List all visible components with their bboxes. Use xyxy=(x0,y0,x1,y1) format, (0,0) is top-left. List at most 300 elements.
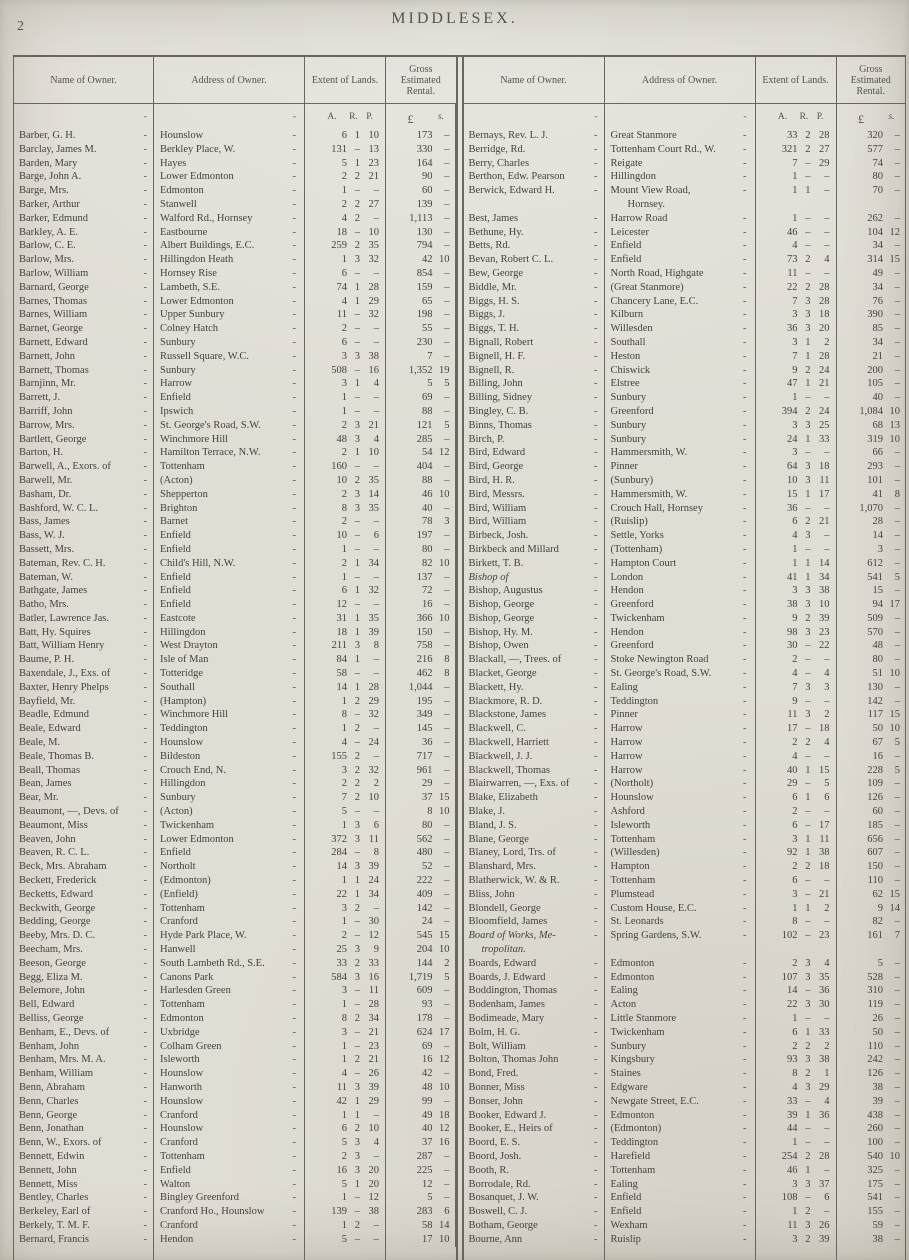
owner-name-cell: Barge, Mrs. - xyxy=(13,184,154,198)
rental-cell: 80 – xyxy=(386,819,456,833)
rental-cell: 80 – xyxy=(386,543,456,557)
owner-name-cell: Benn, Jonathan - xyxy=(13,1122,154,1136)
extent-of-lands-cell: 372 3 11 xyxy=(305,833,386,847)
rental-cell: 46 10 xyxy=(386,488,456,502)
rental-cell: 325 – xyxy=(837,1164,907,1178)
extent-of-lands-cell: 36 – – xyxy=(756,502,837,516)
table-row xyxy=(464,377,907,391)
page-number: 2 xyxy=(17,19,24,34)
owner-name-cell: Berridge, Rd. - xyxy=(464,143,605,157)
owner-name-cell: Belliss, George - xyxy=(13,1012,154,1026)
rental-cell: 283 6 xyxy=(386,1205,456,1219)
table-row xyxy=(464,571,907,585)
extent-of-lands-cell: 48 3 4 xyxy=(305,433,386,447)
table-row xyxy=(464,1205,907,1219)
table-row xyxy=(13,1178,456,1192)
owner-address-cell: Eastbourne - xyxy=(154,226,305,240)
owner-address-cell: Harlesden Green - xyxy=(154,984,305,998)
extent-of-lands-cell: 10 2 35 xyxy=(305,474,386,488)
perches-label: P. xyxy=(366,112,373,122)
table-filler xyxy=(464,1247,907,1260)
owner-address-cell: Edmonton - xyxy=(154,1012,305,1026)
rental-cell: 287 – xyxy=(386,1150,456,1164)
owner-address-cell: Colham Green - xyxy=(154,1040,305,1054)
table-row xyxy=(464,239,907,253)
extent-of-lands-cell: 9 – – xyxy=(756,695,837,709)
rental-cell: 9 14 xyxy=(837,902,907,916)
column-header-name: Name of Owner. xyxy=(13,57,154,103)
extent-of-lands-cell: 1 1 24 xyxy=(305,874,386,888)
column-header-address: Address of Owner. xyxy=(154,57,305,103)
owner-address-cell: Hillingdon Heath - xyxy=(154,253,305,267)
table-row xyxy=(464,391,907,405)
owner-address-cell: Winchmore Hill - xyxy=(154,708,305,722)
rental-cell: 624 17 xyxy=(386,1026,456,1040)
owner-name-cell: Barker, Edmund - xyxy=(13,212,154,226)
owner-name-cell: Barnard, George - xyxy=(13,281,154,295)
column-header-extent: Extent of Lands. xyxy=(756,57,837,103)
owner-address-cell: (Edmonton) - xyxy=(154,874,305,888)
rental-cell: 49 – xyxy=(837,267,907,281)
table-row xyxy=(464,791,907,805)
owner-name-cell: Bethune, Hy. - xyxy=(464,226,605,240)
rental-cell: 42 10 xyxy=(386,253,456,267)
extent-of-lands-cell: 4 – 4 xyxy=(756,667,837,681)
table-row xyxy=(464,364,907,378)
rental-cell: 99 – xyxy=(386,1095,456,1109)
owner-name-cell: Bean, James - xyxy=(13,777,154,791)
owner-name-cell: Bosanquet, J. W. - xyxy=(464,1191,605,1205)
rental-cell: 260 – xyxy=(837,1122,907,1136)
rental-cell: 126 – xyxy=(837,1067,907,1081)
owner-address-cell: Enfield - xyxy=(154,846,305,860)
rental-cell: 293 – xyxy=(837,460,907,474)
rental-cell: 178 – xyxy=(386,1012,456,1026)
table-row xyxy=(13,819,456,833)
acres-label: A. xyxy=(327,112,337,122)
table-row xyxy=(13,805,456,819)
owner-name-cell: Boards, J. Edward - xyxy=(464,971,605,985)
owner-address-cell: Crouch Hall, Hornsey - xyxy=(605,502,756,516)
owner-address-cell: Cranford - xyxy=(154,1219,305,1233)
owner-name-cell: Barnett, Thomas - xyxy=(13,364,154,378)
rental-cell: 69 – xyxy=(386,1040,456,1054)
table-row xyxy=(464,708,907,722)
extent-of-lands-cell: 31 1 35 xyxy=(305,612,386,626)
table-row xyxy=(13,488,456,502)
rental-cell: 175 – xyxy=(837,1178,907,1192)
owner-name-cell: Blackmore, R. D. - xyxy=(464,695,605,709)
extent-of-lands-cell: 30 – 22 xyxy=(756,639,837,653)
owner-name-cell: Bignall, Robert - xyxy=(464,336,605,350)
owner-address-cell: Crouch End, N. - xyxy=(154,764,305,778)
owner-name-cell: Blairwarren, —, Exs. of - xyxy=(464,777,605,791)
table-row xyxy=(13,1012,456,1026)
rental-cell: 82 – xyxy=(837,915,907,929)
owner-name-cell: Begg, Eliza M. - xyxy=(13,971,154,985)
table-row xyxy=(464,874,907,888)
extent-of-lands-cell: 211 3 8 xyxy=(305,639,386,653)
rental-cell: 54 12 xyxy=(386,446,456,460)
owner-name-cell: Bayfield, Mr. - xyxy=(13,695,154,709)
table-row xyxy=(13,681,456,695)
owner-address-cell: Eastcote - xyxy=(154,612,305,626)
owner-address-cell: Southall - xyxy=(605,336,756,350)
extent-of-lands-cell: 2 2 2 xyxy=(756,1040,837,1054)
subheader-arp xyxy=(756,104,837,129)
owner-address-cell: Bingley Greenford - xyxy=(154,1191,305,1205)
table-row xyxy=(13,888,456,902)
owner-address-cell: Sunbury - xyxy=(154,791,305,805)
extent-of-lands-cell: 33 2 33 xyxy=(305,957,386,971)
table-row xyxy=(464,405,907,419)
owner-name-cell: Beaumont, —, Devs. of - xyxy=(13,805,154,819)
owner-address-cell: St. Leonards - xyxy=(605,915,756,929)
owner-name-cell: Boord, E. S. - xyxy=(464,1136,605,1150)
rental-cell: 545 15 xyxy=(386,929,456,943)
rental-cell: 961 – xyxy=(386,764,456,778)
extent-of-lands-cell: 11 3 39 xyxy=(305,1081,386,1095)
owner-address-cell: Tottenham Court Rd., W. - xyxy=(605,143,756,157)
table-row xyxy=(13,957,456,971)
owner-name-cell: Borrodale, Rd. - xyxy=(464,1178,605,1192)
table-row xyxy=(13,1109,456,1123)
rental-cell: 310 – xyxy=(837,984,907,998)
owner-address-cell: Russell Square, W.C. - xyxy=(154,350,305,364)
owner-name-cell: Blackett, Hy. - xyxy=(464,681,605,695)
extent-of-lands-cell: 33 – 4 xyxy=(756,1095,837,1109)
owner-name-cell: Booker, Edward J. - xyxy=(464,1109,605,1123)
owner-address-cell: (Acton) - xyxy=(154,474,305,488)
owner-name-cell: Biddle, Mr. - xyxy=(464,281,605,295)
rental-cell: 314 15 xyxy=(837,253,907,267)
table-row xyxy=(464,529,907,543)
extent-of-lands-cell: 5 – – xyxy=(305,1233,386,1247)
owner-name-cell: Bishop, George - xyxy=(464,598,605,612)
filler-cell xyxy=(464,1247,605,1260)
owner-name-cell: Blake, Elizabeth - xyxy=(464,791,605,805)
table-row xyxy=(464,460,907,474)
table-row xyxy=(464,1233,907,1247)
owner-name-cell: Beeby, Mrs. D. C. - xyxy=(13,929,154,943)
rental-cell: 528 – xyxy=(837,971,907,985)
table-row xyxy=(13,1067,456,1081)
extent-of-lands-cell: 2 2 18 xyxy=(756,860,837,874)
owner-address-cell: Plumstead - xyxy=(605,888,756,902)
table-row xyxy=(13,143,456,157)
extent-of-lands-cell: 108 – 6 xyxy=(756,1191,837,1205)
owner-address-cell: Hendon - xyxy=(605,626,756,640)
extent-of-lands-cell: 24 1 33 xyxy=(756,433,837,447)
extent-of-lands-cell: 3 2 32 xyxy=(305,764,386,778)
rental-cell: 105 – xyxy=(837,377,907,391)
table-row xyxy=(464,515,907,529)
owner-address-cell: Canons Park - xyxy=(154,971,305,985)
owner-name-cell: Beck, Mrs. Abraham - xyxy=(13,860,154,874)
table-row xyxy=(13,1053,456,1067)
filler-cell xyxy=(305,1247,386,1260)
table-row xyxy=(13,1081,456,1095)
owner-name-cell: Bolt, William - xyxy=(464,1040,605,1054)
owner-address-cell: (Tottenham) - xyxy=(605,543,756,557)
owner-name-cell: Bourne, Ann - xyxy=(464,1233,605,1247)
rental-cell: 130 – xyxy=(386,226,456,240)
pounds-label: £ xyxy=(858,112,864,126)
extent-of-lands-cell: 1 1 14 xyxy=(756,557,837,571)
table-row xyxy=(464,129,907,143)
table-row xyxy=(464,1164,907,1178)
owner-name-cell: Best, James - xyxy=(464,212,605,226)
owner-name-cell: Bolm, H. G. - xyxy=(464,1026,605,1040)
owner-address-cell: Tottenham - xyxy=(154,998,305,1012)
owner-name-cell: Beckett, Frederick - xyxy=(13,874,154,888)
owner-address-cell: Acton - xyxy=(605,998,756,1012)
owner-address-cell: Barnet - xyxy=(154,515,305,529)
table-row xyxy=(13,1191,456,1205)
table-row xyxy=(13,1164,456,1178)
table-row xyxy=(13,446,456,460)
column-header-rental: Gross Estimated Rental. xyxy=(400,63,441,97)
rental-cell: 48 10 xyxy=(386,1081,456,1095)
extent-of-lands-cell: 4 – 26 xyxy=(305,1067,386,1081)
owner-name-cell: Benham, Mrs. M. A. - xyxy=(13,1053,154,1067)
extent-of-lands-cell: 1 3 6 xyxy=(305,819,386,833)
owner-address-cell: (Edmonton) - xyxy=(605,1122,756,1136)
owner-name-cell: Bodenham, James - xyxy=(464,998,605,1012)
extent-of-lands-cell: 11 – 32 xyxy=(305,308,386,322)
table-header-right xyxy=(464,57,907,104)
rental-cell: 85 – xyxy=(837,322,907,336)
rental-cell: 26 – xyxy=(837,1012,907,1026)
owner-name-cell: Blondell, George - xyxy=(464,902,605,916)
owner-name-cell: Blake, J. - xyxy=(464,805,605,819)
extent-of-lands-cell: 7 3 3 xyxy=(756,681,837,695)
extent-of-lands-cell: 107 3 35 xyxy=(756,971,837,985)
table-row xyxy=(13,1095,456,1109)
owner-name-cell: Barnes, William - xyxy=(13,308,154,322)
owner-address-cell: Greenford - xyxy=(605,405,756,419)
owner-address-cell: Enfield - xyxy=(154,1164,305,1178)
owner-name-cell: Beaven, John - xyxy=(13,833,154,847)
table-row xyxy=(464,557,907,571)
rental-cell: 38 – xyxy=(837,1081,907,1095)
table-header-left xyxy=(13,57,456,104)
rental-cell: 80 – xyxy=(837,170,907,184)
table-row xyxy=(13,929,456,943)
rental-cell: 40 12 xyxy=(386,1122,456,1136)
rental-cell: 80 – xyxy=(837,653,907,667)
table-row xyxy=(464,805,907,819)
rental-cell: 1,352 19 xyxy=(386,364,456,378)
table-row xyxy=(464,1150,907,1164)
rental-cell: 225 – xyxy=(386,1164,456,1178)
table-row xyxy=(464,1109,907,1123)
extent-of-lands-cell: 6 1 10 xyxy=(305,129,386,143)
rental-cell: 5 – xyxy=(837,957,907,971)
owner-address-cell: Upper Sunbury - xyxy=(154,308,305,322)
table-row xyxy=(464,474,907,488)
rental-cell: 12 – xyxy=(386,1178,456,1192)
extent-of-lands-cell: 259 2 35 xyxy=(305,239,386,253)
owner-name-cell: Boord, Josh. - xyxy=(464,1150,605,1164)
table-row xyxy=(464,1081,907,1095)
table-row xyxy=(13,943,456,957)
table-row xyxy=(13,336,456,350)
owner-address-cell: Harrow Road - xyxy=(605,212,756,226)
center-double-rule xyxy=(456,57,464,1260)
extent-of-lands-cell: 2 3 4 xyxy=(756,957,837,971)
extent-of-lands-cell: 10 – 6 xyxy=(305,529,386,543)
table-body-right xyxy=(464,129,907,1260)
extent-of-lands-cell: 98 3 23 xyxy=(756,626,837,640)
table-row xyxy=(13,626,456,640)
owner-name-cell: Barrett, J. - xyxy=(13,391,154,405)
owner-name-cell: Benham, E., Devs. of - xyxy=(13,1026,154,1040)
rental-cell: 101 – xyxy=(837,474,907,488)
extent-of-lands-cell: 9 2 24 xyxy=(756,364,837,378)
column-header-address: Address of Owner. xyxy=(605,57,756,103)
subheader-address-cell xyxy=(154,104,305,129)
owner-address-cell: Hanworth - xyxy=(154,1081,305,1095)
owner-address-cell: Enfield - xyxy=(605,1205,756,1219)
rental-cell: 195 – xyxy=(386,695,456,709)
table-row xyxy=(13,433,456,447)
rental-cell: 607 – xyxy=(837,846,907,860)
owner-name-cell: Blacket, George - xyxy=(464,667,605,681)
owner-address-cell: Cranford Ho., Hounslow - xyxy=(154,1205,305,1219)
owner-name-cell: Birkett, T. B. - xyxy=(464,557,605,571)
owner-name-cell: Barwell, Mr. - xyxy=(13,474,154,488)
owner-address-cell: Pinner - xyxy=(605,460,756,474)
extent-of-lands-cell: 8 2 34 xyxy=(305,1012,386,1026)
rental-cell: 110 – xyxy=(837,874,907,888)
extent-of-lands-cell: 58 – – xyxy=(305,667,386,681)
owner-address-cell: Tottenham - xyxy=(605,874,756,888)
table-row xyxy=(464,502,907,516)
extent-of-lands-cell: 5 – – xyxy=(305,805,386,819)
owner-name-cell: Bird, George - xyxy=(464,460,605,474)
extent-of-lands-cell: 4 – – xyxy=(756,239,837,253)
table-row xyxy=(464,488,907,502)
table-row xyxy=(13,833,456,847)
extent-of-lands-cell: 2 2 4 xyxy=(756,736,837,750)
extent-of-lands-cell: 3 1 11 xyxy=(756,833,837,847)
owner-name-cell: Beale, Thomas B. - xyxy=(13,750,154,764)
owner-name-cell: Bevan, Robert C. L. - xyxy=(464,253,605,267)
table-row xyxy=(464,1012,907,1026)
owner-address-cell: Edgware - xyxy=(605,1081,756,1095)
owner-name-cell: Bishop, Owen - xyxy=(464,639,605,653)
table-row xyxy=(13,419,456,433)
owner-name-cell: Baxter, Henry Phelps - xyxy=(13,681,154,695)
owner-name-cell: Bartlett, George - xyxy=(13,433,154,447)
owner-name-cell: Baxendale, J., Exs. of - xyxy=(13,667,154,681)
rental-cell: 155 – xyxy=(837,1205,907,1219)
owner-name-cell: Bird, William - xyxy=(464,515,605,529)
rental-cell: 145 – xyxy=(386,722,456,736)
owner-address-cell: Spring Gardens, S.W. - xyxy=(605,929,756,957)
rental-cell: 161 7 xyxy=(837,929,907,957)
extent-of-lands-cell: 64 3 18 xyxy=(756,460,837,474)
owner-address-cell: Custom House, E.C. - xyxy=(605,902,756,916)
extent-of-lands-cell: 9 2 39 xyxy=(756,612,837,626)
owner-name-cell: Blaney, Lord, Trs. of - xyxy=(464,846,605,860)
owners-table xyxy=(13,55,906,1260)
extent-of-lands-cell: 3 3 38 xyxy=(305,350,386,364)
table-row xyxy=(13,750,456,764)
owner-address-cell: Tottenham - xyxy=(605,833,756,847)
extent-of-lands-cell: 1 2 – xyxy=(305,722,386,736)
column-header-name: Name of Owner. xyxy=(464,57,605,103)
rental-cell: 60 – xyxy=(837,805,907,819)
table-row xyxy=(13,695,456,709)
extent-of-lands-cell: 2 – 12 xyxy=(305,929,386,943)
table-row xyxy=(13,129,456,143)
owner-address-cell: Greenford - xyxy=(605,598,756,612)
owner-address-cell: Ipswich - xyxy=(154,405,305,419)
owner-address-cell: Hounslow - xyxy=(605,791,756,805)
table-row xyxy=(464,170,907,184)
owner-address-cell: Teddington - xyxy=(605,1136,756,1150)
owner-address-cell: Enfield - xyxy=(154,598,305,612)
owner-address-cell: Hampton Court - xyxy=(605,557,756,571)
owner-name-cell: Bland, J. S. - xyxy=(464,819,605,833)
rental-cell: 1,113 – xyxy=(386,212,456,226)
extent-of-lands-cell: 3 3 18 xyxy=(756,308,837,322)
subheader-name-cell xyxy=(13,104,154,129)
rental-cell: 150 – xyxy=(386,626,456,640)
owner-name-cell: Blatherwick, W. & R. - xyxy=(464,874,605,888)
rental-cell: 55 – xyxy=(386,322,456,336)
table-row xyxy=(13,915,456,929)
rental-cell: 74 – xyxy=(837,157,907,171)
filler-cell xyxy=(386,1247,456,1260)
extent-of-lands-cell: 6 – 17 xyxy=(756,819,837,833)
owner-name-cell: Barlow, William - xyxy=(13,267,154,281)
extent-of-lands-cell: 1 – 12 xyxy=(305,1191,386,1205)
table-row xyxy=(13,860,456,874)
rental-cell: 198 – xyxy=(386,308,456,322)
rental-cell: 185 – xyxy=(837,819,907,833)
owner-name-cell: Batt, William Henry - xyxy=(13,639,154,653)
extent-of-lands-cell: 1 – – xyxy=(305,571,386,585)
owner-name-cell: Bassett, Mrs. - xyxy=(13,543,154,557)
rental-cell: 570 – xyxy=(837,626,907,640)
extent-of-lands-cell: 2 1 34 xyxy=(305,557,386,571)
owner-address-cell: Settle, Yorks - xyxy=(605,529,756,543)
extent-of-lands-cell: 1 – 23 xyxy=(305,1040,386,1054)
owner-name-cell: Beaven, R. C. L. - xyxy=(13,846,154,860)
owner-name-cell: Bodimeade, Mary - xyxy=(464,1012,605,1026)
owner-name-cell: Barnett, John - xyxy=(13,350,154,364)
owner-address-cell: Enfield - xyxy=(154,543,305,557)
owner-name-cell: Bennett, John - xyxy=(13,1164,154,1178)
extent-of-lands-cell: 42 1 29 xyxy=(305,1095,386,1109)
extent-of-lands-cell: 7 1 28 xyxy=(756,350,837,364)
owner-name-cell: Blackwell, J. J. - xyxy=(464,750,605,764)
owner-name-cell: Biggs, T. H. - xyxy=(464,322,605,336)
table-row xyxy=(464,143,907,157)
table-row xyxy=(13,1026,456,1040)
owner-name-cell: Barge, John A. - xyxy=(13,170,154,184)
rental-cell: 34 – xyxy=(837,281,907,295)
rental-cell: 404 – xyxy=(386,460,456,474)
table-row xyxy=(13,598,456,612)
owner-name-cell: Beaumont, Miss - xyxy=(13,819,154,833)
table-row xyxy=(13,971,456,985)
owner-address-cell: London - xyxy=(605,571,756,585)
owner-name-cell: Barrow, Mrs. - xyxy=(13,419,154,433)
